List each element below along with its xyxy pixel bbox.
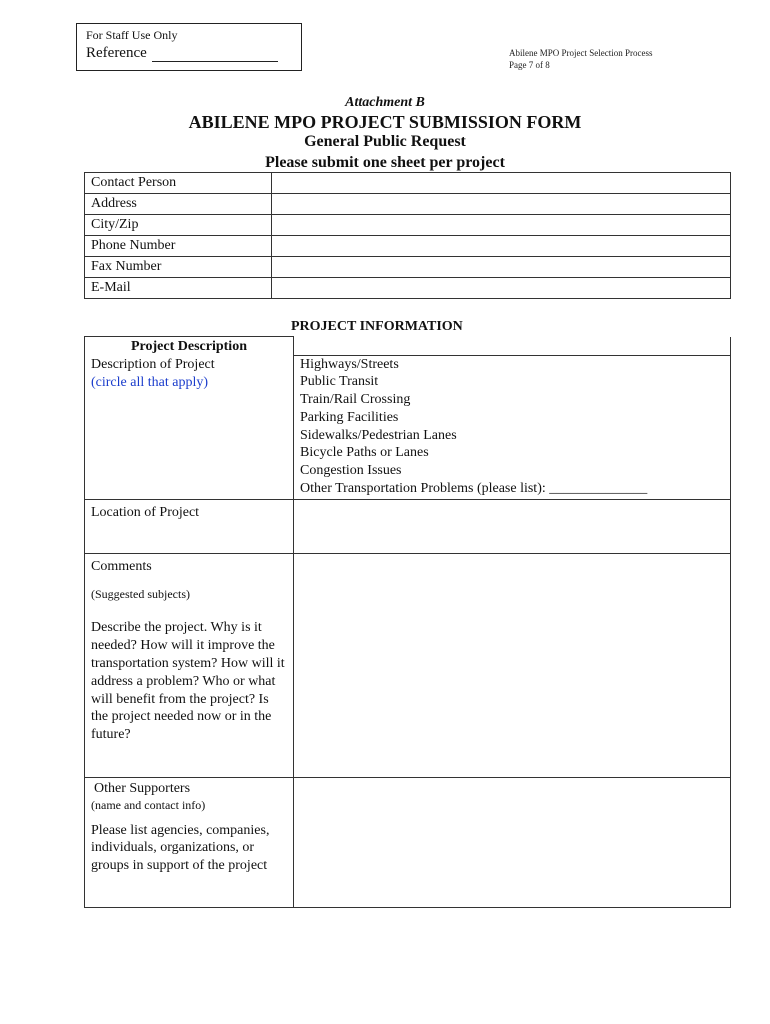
options-cell <box>294 337 731 500</box>
comments-label: Comments <box>91 558 152 574</box>
option-train-rail-crossing[interactable]: Train/Rail Crossing <box>300 392 411 408</box>
form-title: ABILENE MPO PROJECT SUBMISSION FORM <box>188 112 582 132</box>
attachment-label: Attachment B <box>345 95 425 110</box>
option-highways-streets[interactable]: Highways/Streets <box>300 356 399 372</box>
project-table <box>84 336 731 908</box>
comments-prompt: Describe the project. Why is it needed? How will it improve the transportation system? How will it address a problem? Who or what will benefit from the project? Is the project needed now or in the future? <box>91 620 285 743</box>
staff-use-box <box>76 23 302 71</box>
table-row <box>85 337 731 500</box>
table-row <box>85 236 731 257</box>
project-information-heading: PROJECT INFORMATION <box>291 319 463 334</box>
supporters-field[interactable] <box>294 777 731 907</box>
option-other-problems[interactable]: Other Transportation Problems (please list): ______________ <box>300 481 648 497</box>
location-field[interactable] <box>294 499 731 553</box>
table-row <box>85 553 731 777</box>
phone-number-label: Phone Number <box>85 236 272 257</box>
city-zip-label: City/Zip <box>85 215 272 236</box>
supporters-label-cell <box>85 777 294 907</box>
email-field[interactable] <box>272 278 731 299</box>
location-label: Location of Project <box>91 504 200 520</box>
table-row <box>85 257 731 278</box>
comments-subjects: (Suggested subjects) <box>91 586 190 601</box>
contact-person-field[interactable] <box>272 173 731 194</box>
table-row <box>85 499 731 553</box>
description-hint: (circle all that apply) <box>91 374 208 390</box>
header-process-name: Abilene MPO Project Selection Process <box>509 48 653 58</box>
fax-number-label: Fax Number <box>85 257 272 278</box>
option-public-transit[interactable]: Public Transit <box>300 374 379 390</box>
contact-table <box>84 172 731 299</box>
supporters-sub: (name and contact info) <box>91 797 206 812</box>
table-row <box>85 194 731 215</box>
description-label: Description of Project <box>91 356 215 372</box>
fax-number-field[interactable] <box>272 257 731 278</box>
city-zip-field[interactable] <box>272 215 731 236</box>
table-row <box>85 777 731 907</box>
form-subtitle: General Public Request <box>304 133 466 150</box>
table-row <box>85 278 731 299</box>
table-row <box>85 215 731 236</box>
supporters-label: Other Supporters <box>94 780 191 796</box>
option-parking-facilities[interactable]: Parking Facilities <box>300 409 399 425</box>
table-row <box>85 173 731 194</box>
comments-label-cell <box>85 553 294 777</box>
contact-person-label: Contact Person <box>85 173 272 194</box>
option-bicycle-paths-lanes[interactable]: Bicycle Paths or Lanes <box>300 445 429 461</box>
project-description-header: Project Description <box>131 339 247 354</box>
staff-use-label: For Staff Use Only <box>86 28 178 42</box>
description-cell <box>85 337 294 500</box>
location-label-cell <box>85 499 294 553</box>
email-label: E-Mail <box>85 278 272 299</box>
option-sidewalks-pedestrian-lanes[interactable]: Sidewalks/Pedestrian Lanes <box>300 427 457 443</box>
reference-label: Reference <box>86 45 147 61</box>
option-congestion-issues[interactable]: Congestion Issues <box>300 463 402 479</box>
header-page-number: Page 7 of 8 <box>509 60 550 70</box>
document-header <box>509 47 652 71</box>
address-label: Address <box>85 194 272 215</box>
comments-field[interactable] <box>294 553 731 777</box>
address-field[interactable] <box>272 194 731 215</box>
reference-field[interactable] <box>152 61 278 62</box>
supporters-prompt: Please list agencies, companies, individuals, organizations, or groups in support of the project <box>91 822 270 874</box>
phone-number-field[interactable] <box>272 236 731 257</box>
form-instruction: Please submit one sheet per project <box>265 154 505 171</box>
